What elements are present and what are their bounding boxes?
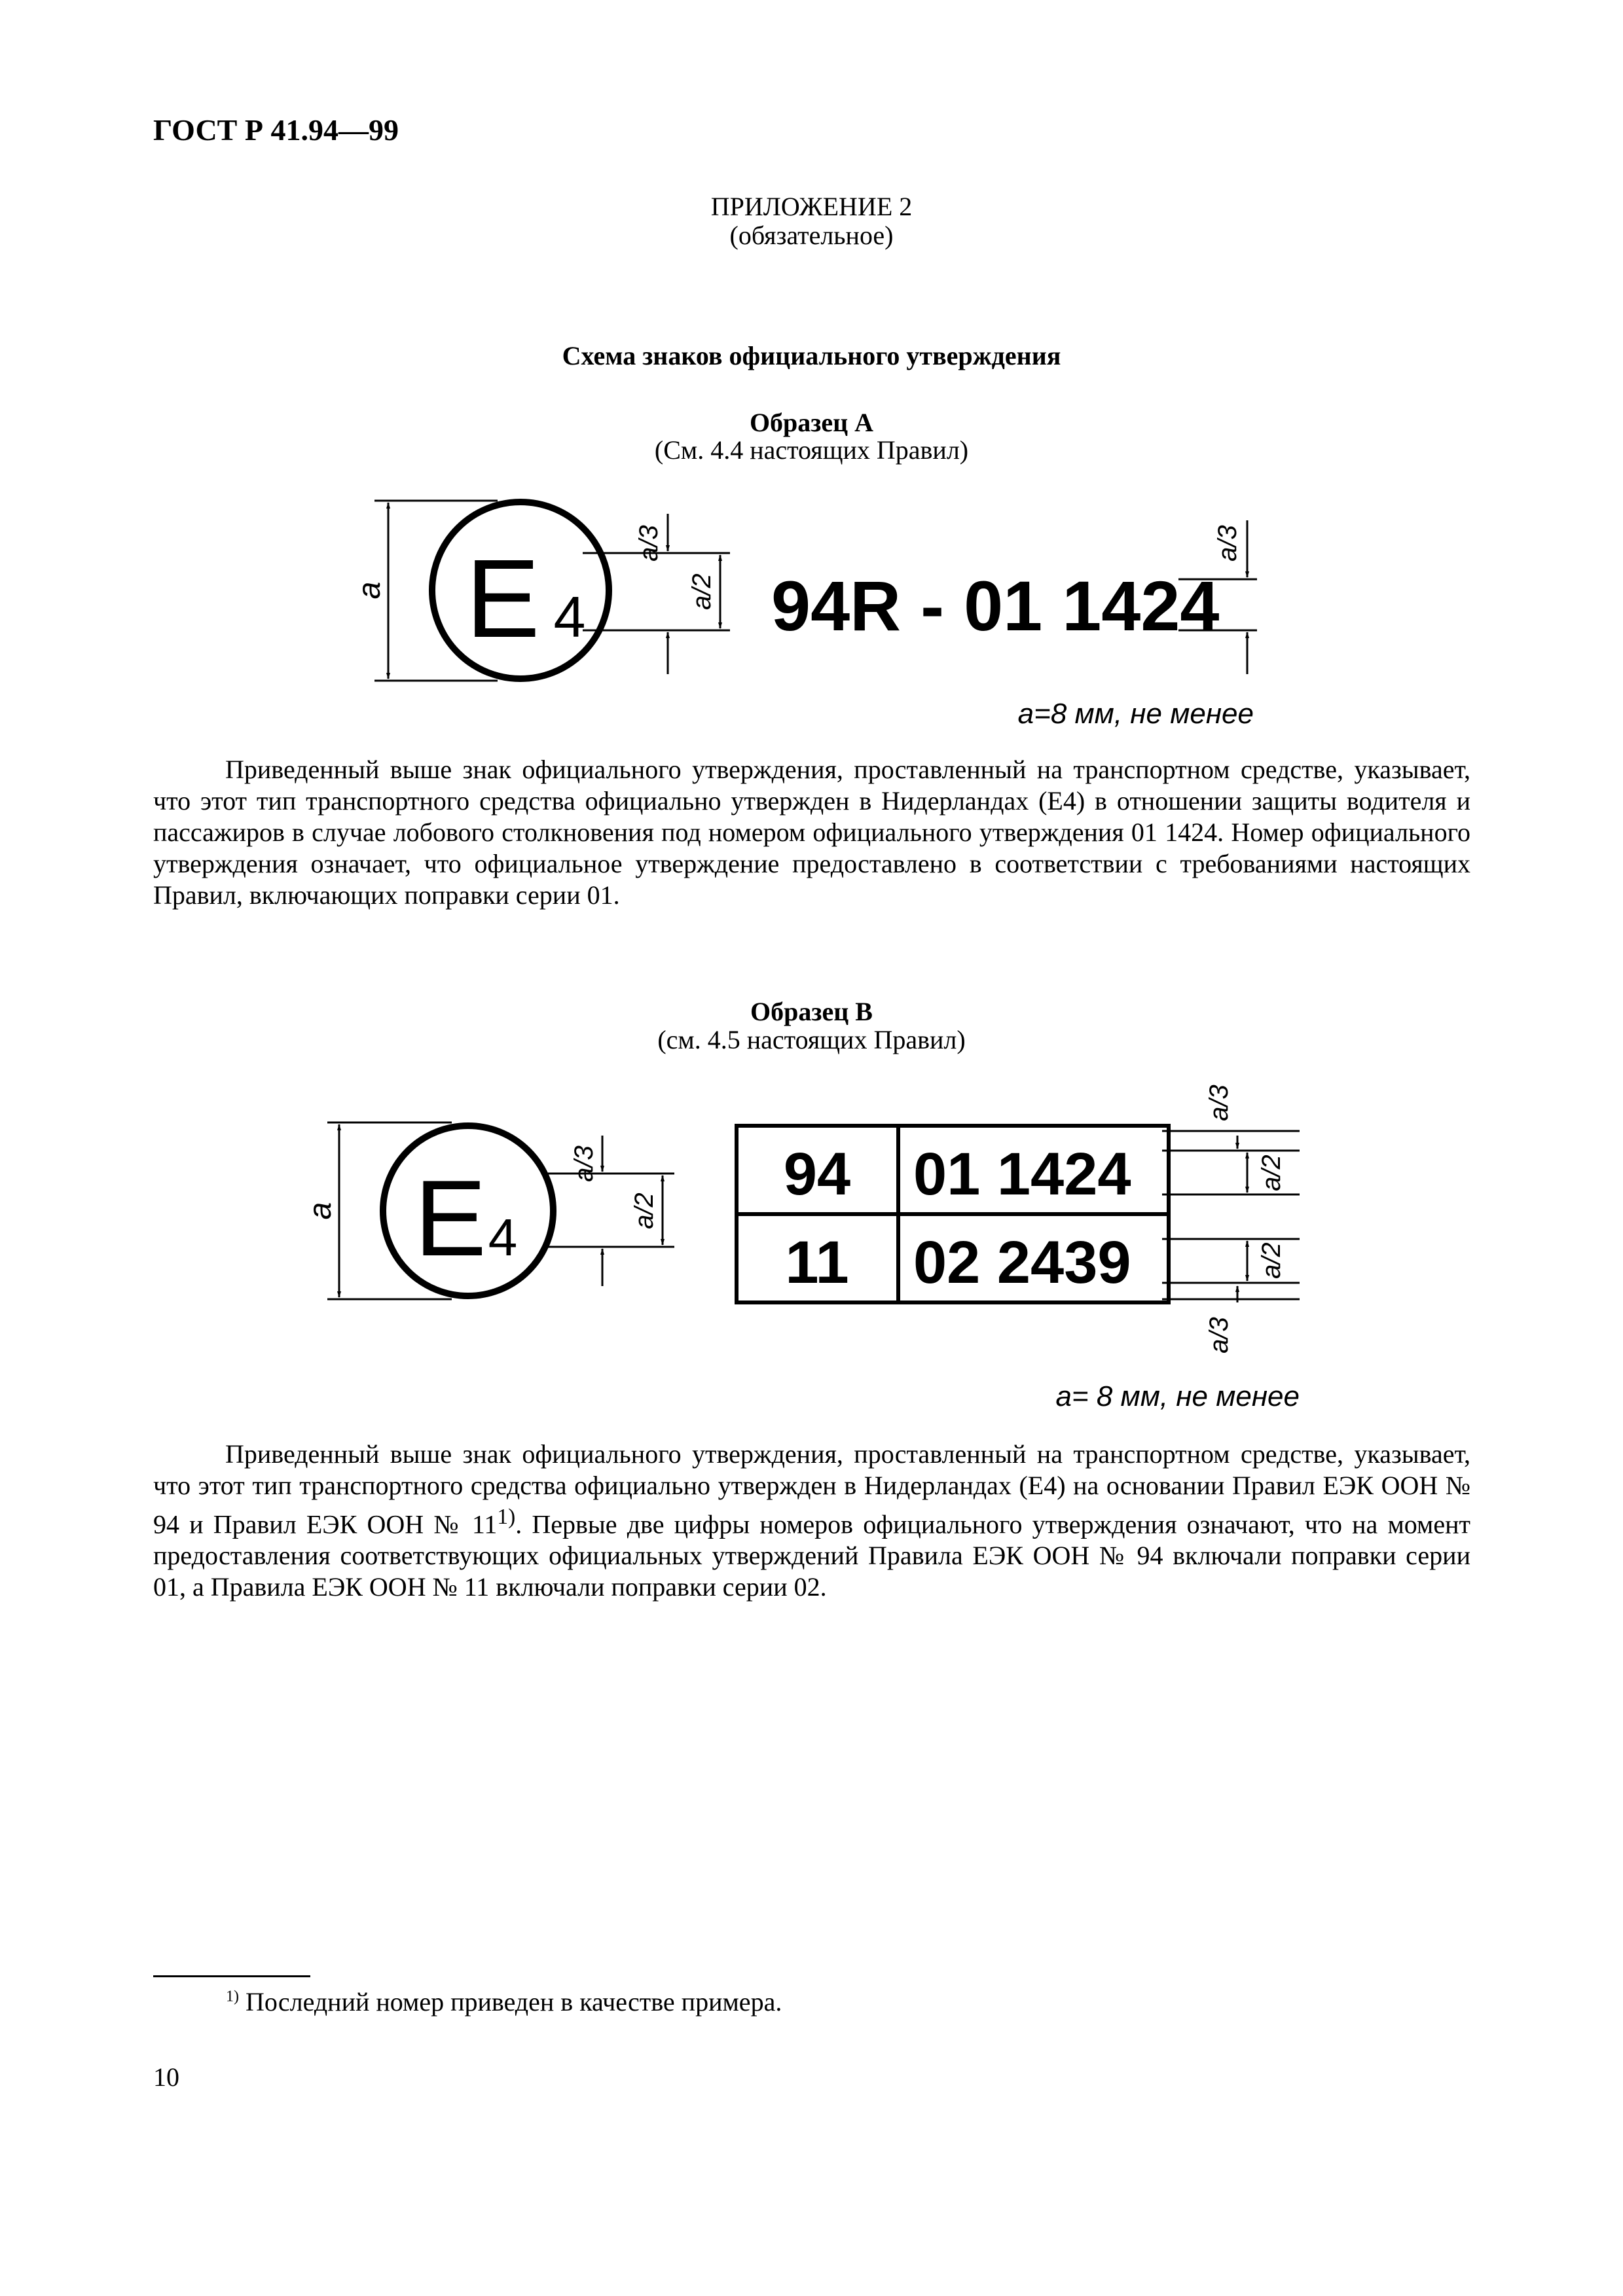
appendix-title: ПРИЛОЖЕНИЕ 2 [710,192,913,221]
sample-b-title: Образец В [750,997,873,1026]
dim-a3-label-b-mark: a/3 [570,1145,598,1182]
dim-a3-label-b-bottom: a/3 [1205,1317,1233,1354]
dim-a3-label-b-top: a/3 [1205,1085,1233,1121]
sample-b-paragraph [153,1439,1470,1603]
footnote [226,1986,782,2017]
approval-cell-1: 01 1424 [913,1141,1131,1208]
dim-a2-label-b-top: a/2 [1257,1155,1286,1191]
regulation-cell-1: 94 [783,1141,851,1208]
page-number: 10 [153,2062,179,2092]
document-id: ГОСТ Р 41.94—99 [153,113,399,147]
approval-number-a: 94R - 01 1424 [771,566,1220,645]
sample-b-figure [0,1060,1623,1440]
sample-a-paragraph: Приведенный выше знак официального утверждения, проставленный на транспортном средстве, указывает, что этот тип транспортного средства официально утвержден в Нидерландах (E4) в отношении защиты водителя и пассажиров в случае лобового столкновения под номером официального утверждения 01 1424. Номер официального утверждения означает, что официальное утверждение предоставлено в соответствии с требованиями настоящих Правил, включающих поправки серии 01. [153,755,1470,910]
sample-b-note: a= 8 мм, не менее [1055,1380,1300,1412]
sample-b-paragraph-end: . Первые две цифры номеров официального утверждения означают, что на момент предоставления соответствующих официальных утверждений Правила ЕЭК ООН № 94 включали поправки серии 01, а Правила ЕЭК ООН № 11 включали поправки серии 02. [153,1509,1470,1602]
sample-a-figure [0,0,1623,740]
footnote-marker: 1) [226,1988,239,2005]
footnote-ref: 1) [497,1505,516,1529]
e-mark-letter-b: E [414,1158,487,1278]
dim-a-label-b: a [303,1202,338,1220]
approval-cell-2: 02 2439 [913,1229,1131,1296]
sample-a-ref: (См. 4.4 настоящих Правил) [654,435,969,465]
regulation-cell-2: 11 [785,1229,849,1296]
e-mark-number: 4 [553,584,586,649]
dim-a2-label-b-bottom: a/2 [1257,1242,1286,1279]
e-mark-letter: E [465,537,540,661]
sample-a-note: a=8 мм, не менее [1017,698,1254,730]
dim-a3-label-mark: a/3 [634,525,663,562]
sample-b-ref: (см. 4.5 настоящих Правил) [657,1025,966,1054]
dim-a2-label-b-mark: a/2 [630,1193,659,1229]
dim-a3-label-text: a/3 [1213,525,1242,562]
dim-a-label: a [352,581,387,600]
appendix-subtitle: (обязательное) [729,221,894,250]
dim-a2-label: a/2 [687,573,716,610]
e-mark-number-b: 4 [488,1208,518,1266]
footnote-text: Последний номер приведен в качестве примера. [246,1987,782,2017]
section-title: Схема знаков официального утверждения [562,341,1061,370]
sample-b-paragraph-start: Приведенный выше знак официального утверждения, проставленный на транспортном средстве, указывает, что этот тип транспортного средства официально утвержден в Нидерландах (E4) на основании Правил ЕЭК ООН № 94 и Правил ЕЭК ООН № 11 [153,1439,1470,1539]
sample-a-title: Образец А [749,408,874,437]
footnote-divider [153,1975,310,1977]
